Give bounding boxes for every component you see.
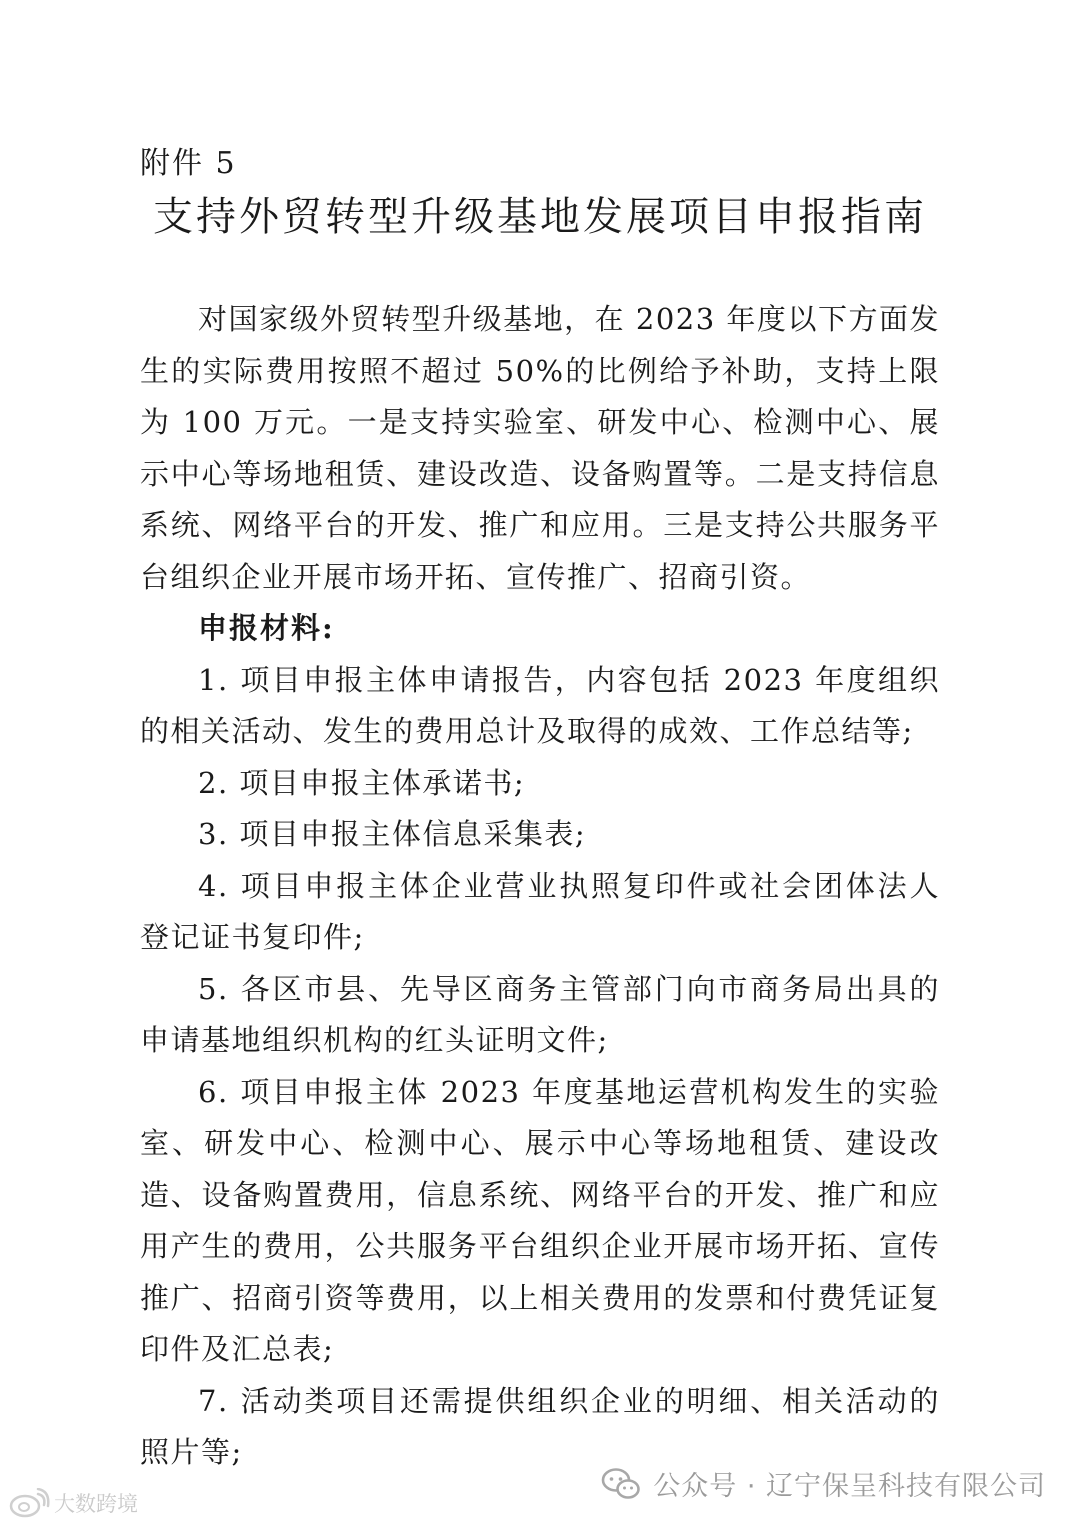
material-item-5: 5. 各区市县、先导区商务主管部门向市商务局出具的申请基地组织机构的红头证明文件; (140, 971, 940, 1057)
weibo-icon (8, 1488, 50, 1518)
material-item-1: 1. 项目申报主体申请报告，内容包括 2023 年度组织的相关活动、发生的费用总计及取得的成效、工作总结等; (140, 662, 940, 748)
intro-paragraph: 对国家级外贸转型升级基地，在 2023 年度以下方面发生的实际费用按照不超过 50%的比例给予补助，支持上限为 100 万元。一是支持实验室、研发中心、检测中心、展示中心等场地租赁、建设改造、设备购置等。二是支持信息系统、网络平台的开发、推广和应用。三是支持公共服务平台组织企业开展市场开拓、宣传推广、招商引资。 (140, 302, 940, 594)
material-item-6: 6. 项目申报主体 2023 年度基地运营机构发生的实验室、研发中心、检测中心、展示中心等场地租赁、建设改造、设备购置费用，信息系统、网络平台的开发、推广和应用产生的费用，公共服务平台组织企业开展市场开拓、宣传推广、招商引资等费用，以上相关费用的发票和付费凭证复印件及汇总表; (140, 1074, 940, 1366)
document-title: 支持外贸转型升级基地发展项目申报指南 (153, 194, 927, 240)
wechat-icon (601, 1467, 641, 1501)
watermark-left-text: 大数跨境 (54, 1492, 138, 1516)
watermark-left (8, 1488, 138, 1518)
document-body (140, 294, 940, 1479)
material-item-7: 7. 活动类项目还需提供组织企业的明细、相关活动的照片等; (140, 1383, 940, 1469)
attachment-label: 附件 5 (140, 146, 237, 181)
material-item-2: 2. 项目申报主体承诺书; (198, 765, 526, 800)
watermark-right-text: 公众号 · 辽宁保呈科技有限公司 (653, 1471, 1046, 1502)
materials-heading: 申报材料: (198, 611, 335, 645)
watermark-right (601, 1464, 1046, 1503)
material-item-3: 3. 项目申报主体信息采集表; (198, 817, 587, 851)
material-item-4: 4. 项目申报主体企业营业执照复印件或社会团体法人登记证书复印件; (140, 868, 940, 954)
